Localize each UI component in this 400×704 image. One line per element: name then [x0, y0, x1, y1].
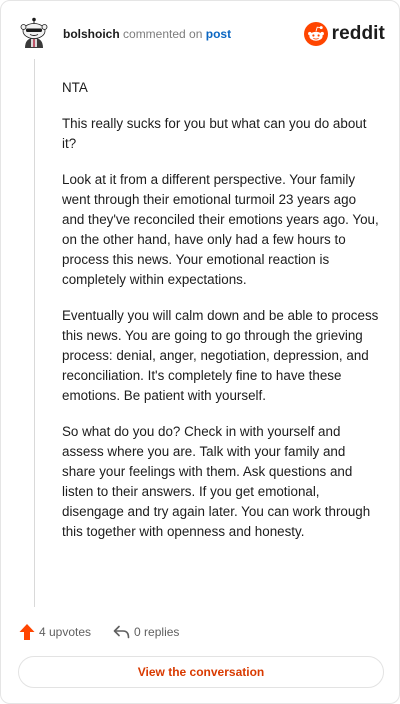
upvote-arrow-icon — [19, 623, 35, 641]
thread-line — [34, 59, 35, 607]
upvote-count: 4 upvotes — [39, 625, 92, 639]
reply-count: 0 replies — [134, 625, 180, 639]
reddit-brand-link[interactable] — [304, 21, 385, 47]
upvote-button[interactable] — [19, 623, 91, 641]
user-avatar[interactable] — [19, 17, 49, 49]
comment-paragraph: Eventually you will calm down and be able to process this news. You are going to go through the grieving process: denial, anger, negotiation, depression, and reconciliation. It's completely fine to have these emotions. Be patient with yourself. — [62, 308, 379, 403]
reddit-wordmark: reddit — [331, 23, 385, 44]
comment-paragraph: NTA — [62, 80, 88, 95]
comment-meta — [63, 26, 231, 42]
username-link[interactable]: bolshoich — [63, 27, 120, 41]
meta-verb: commented on — [123, 27, 203, 41]
comment-body — [62, 78, 380, 558]
comment-actions — [19, 621, 179, 643]
comment-paragraph: So what do you do? Check in with yourself and assess where you are. Talk with your family and share your feelings with them. Ask questions and listen to their answers. If you get emotional, disengage and try again later. You can work through this together with openness and honesty. — [62, 424, 371, 539]
comment-paragraph: This really sucks for you but what can you do about it? — [62, 116, 367, 151]
post-link[interactable]: post — [205, 27, 232, 41]
replies-button[interactable] — [113, 625, 179, 639]
view-conversation-button[interactable]: View the conversation — [18, 656, 384, 688]
comment-paragraph: Look at it from a different perspective. Your family went through their emotional turmoil 23 years ago and they've reconciled their emotions years ago. You, on the other hand, have only had a few hours to process this news. Your emotional reaction is completely within expectations. — [62, 172, 379, 287]
snoo-avatar-icon — [19, 17, 49, 49]
reddit-snoo-icon — [304, 22, 328, 46]
comment-header — [1, 1, 400, 67]
reply-arrow-icon — [113, 625, 130, 639]
